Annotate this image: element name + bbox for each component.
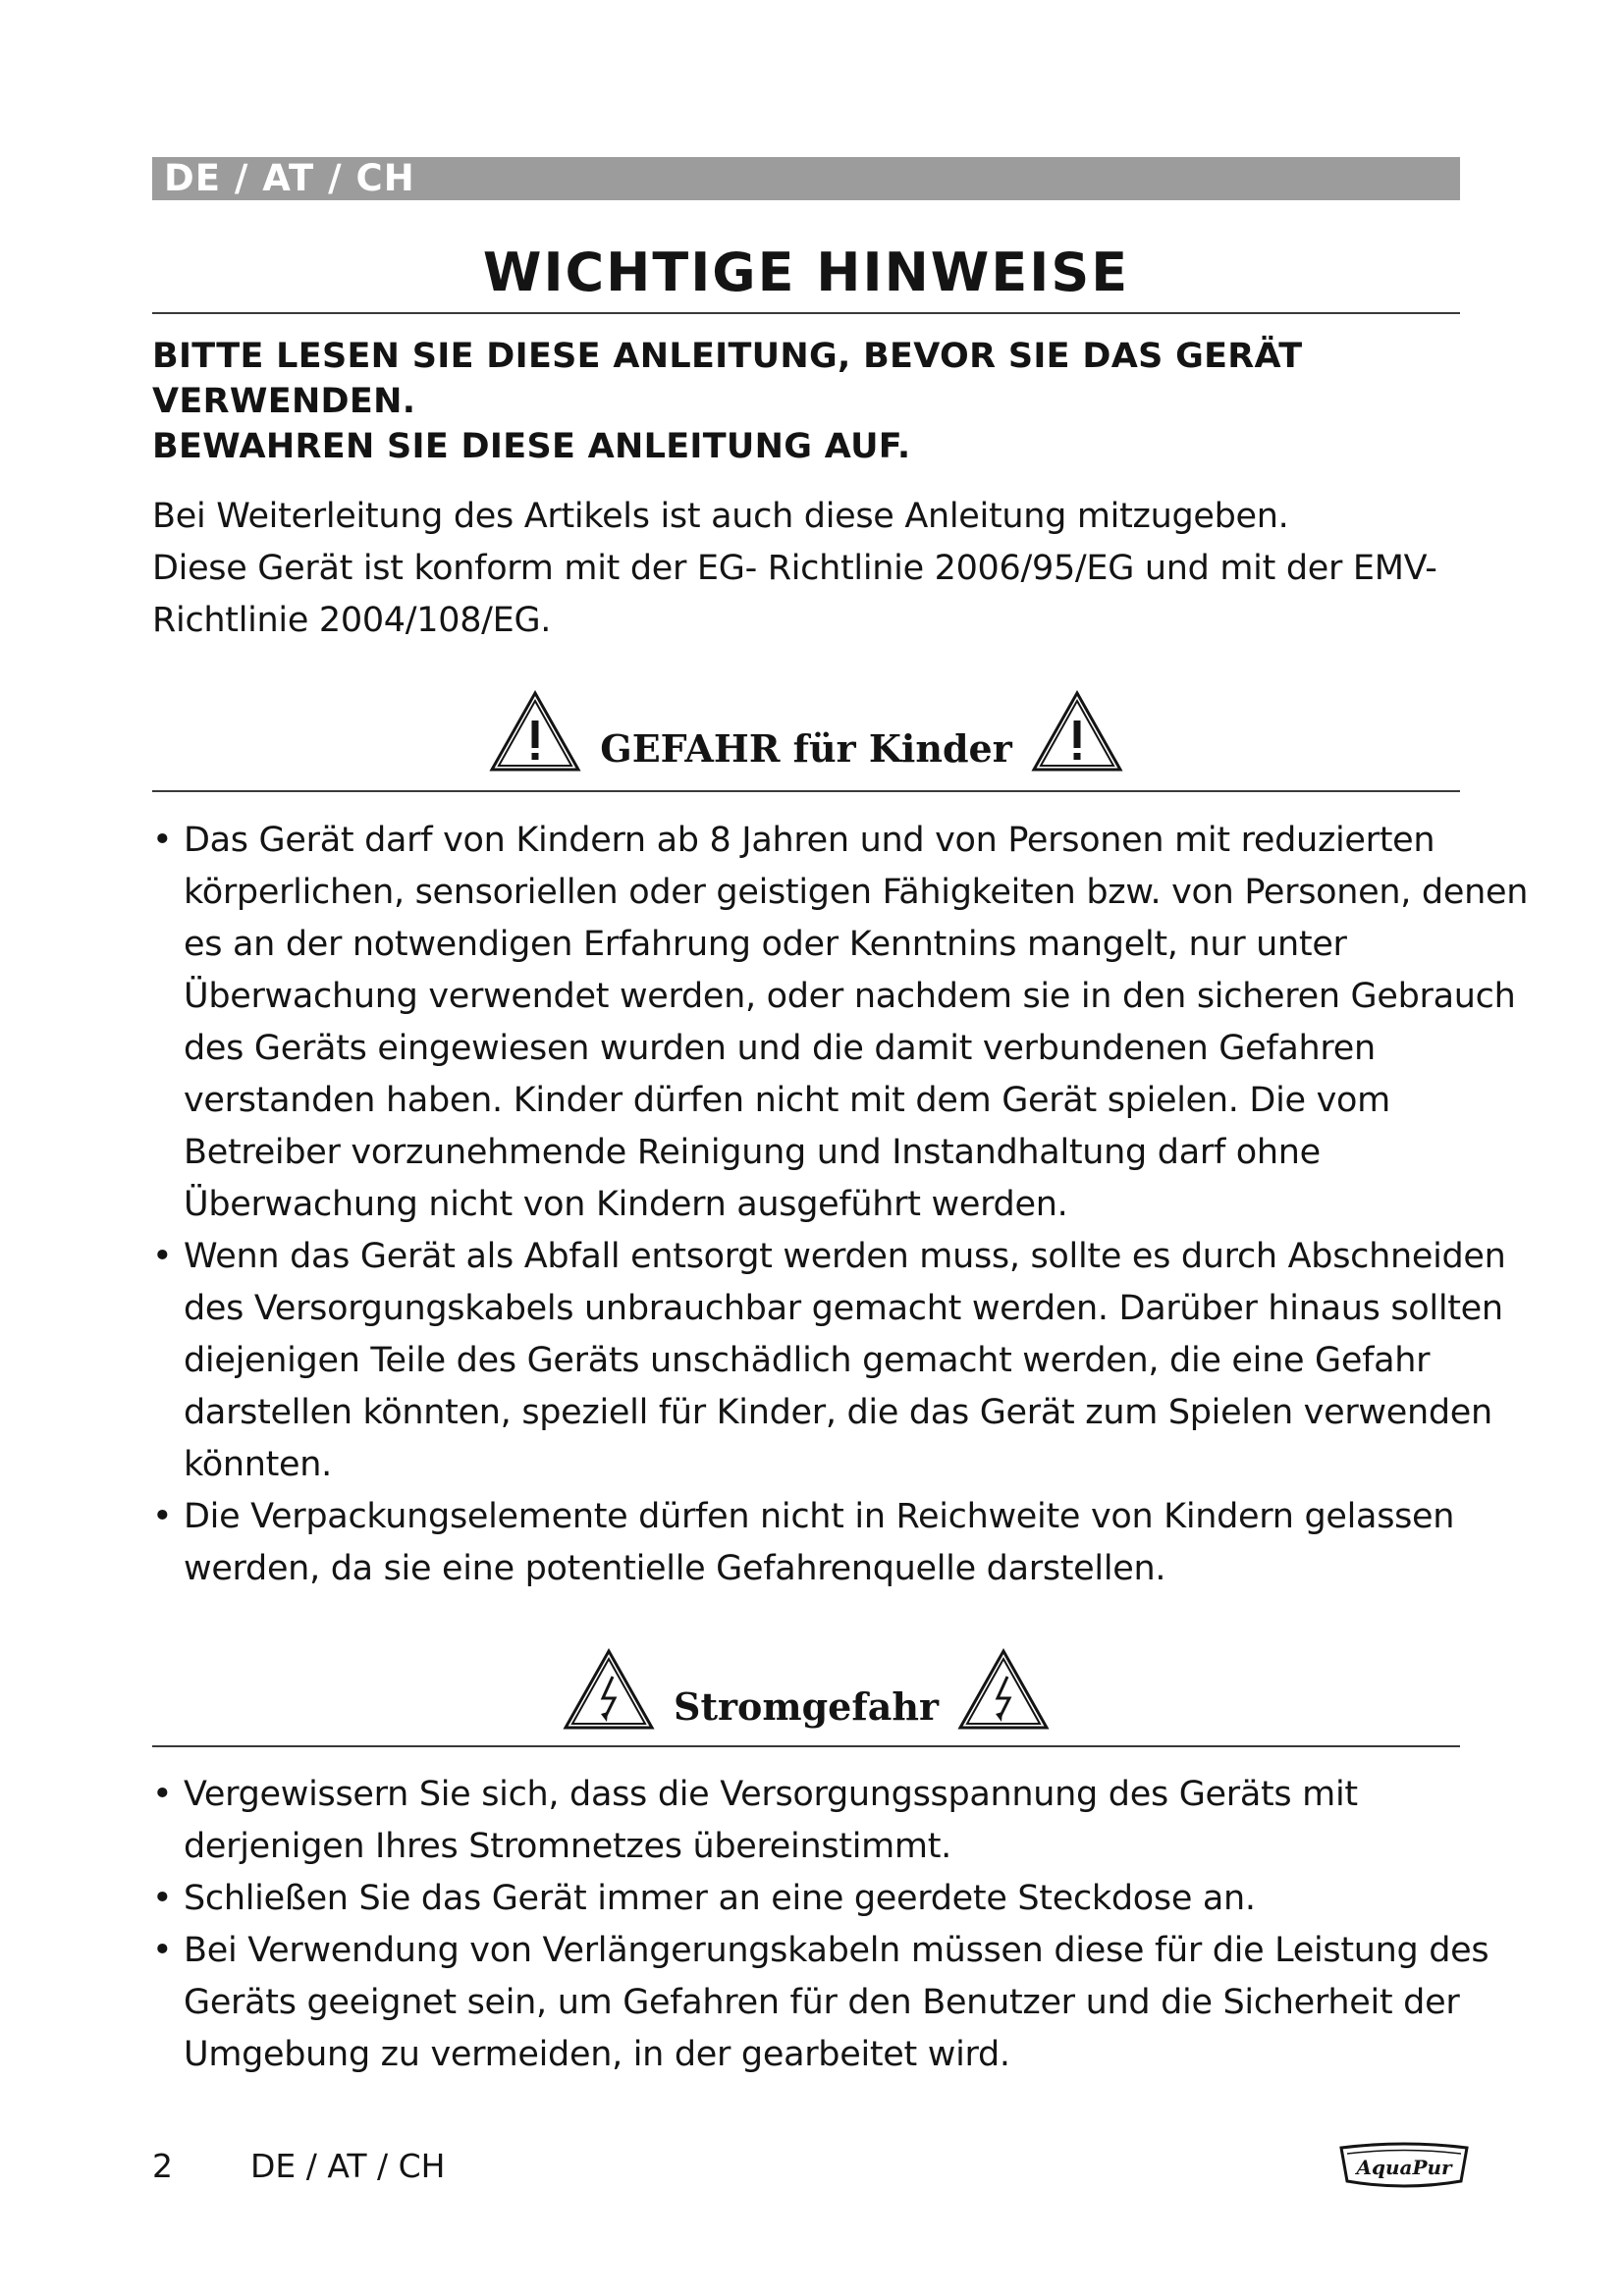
intro-text-line: Diese Gerät ist konform mit der EG- Richtlinie 2006/95/EG und mit der EMV-: [152, 549, 1437, 588]
list-item: • Vergewissern Sie sich, dass die Versorgungsspannung des Geräts mit derjenigen Ihres Stromnetzes übereinstimmt.: [152, 1769, 1546, 1873]
list-item: • Bei Verwendung von Verlängerungskabeln müssen diese für die Leistung des Geräts geeignet sein, um Gefahren für den Benutzer und die Sicherheit der Umgebung zu vermeiden, in der gearbeitet wird.: [152, 1925, 1546, 2081]
intro-bold-block: [152, 334, 1468, 469]
electric-hazard-icon: [562, 1645, 656, 1734]
section-heading-label: GEFAHR für Kinder: [600, 726, 1012, 771]
section-heading-electric: [152, 1651, 1460, 1739]
children-warning-list: [152, 815, 1546, 1595]
list-item: • Die Verpackungselemente dürfen nicht in Reichweite von Kindern gelassen werden, da sie eine potentielle Gefahrenquelle darstellen.: [152, 1491, 1546, 1595]
page-number: 2: [152, 2147, 173, 2185]
section-heading-label: Stromgefahr: [674, 1684, 939, 1729]
intro-bold-line: VERWENDEN.: [152, 382, 416, 421]
aquapur-logo: [1335, 2138, 1473, 2193]
warning-triangle-icon: [1030, 687, 1124, 775]
page-footer: [152, 2145, 445, 2188]
intro-bold-line: BEWAHREN SIE DIESE ANLEITUNG AUF.: [152, 427, 911, 466]
intro-text-line: Bei Weiterleitung des Artikels ist auch diese Anleitung mitzugeben.: [152, 497, 1289, 536]
section-rule: [152, 1745, 1460, 1747]
intro-text-line: Richtlinie 2004/108/EG.: [152, 601, 552, 640]
page-title: WICHTIGE HINWEISE: [482, 241, 1130, 303]
section-rule: [152, 790, 1460, 792]
logo-text: AquaPur: [1356, 2156, 1452, 2179]
list-item: • Schließen Sie das Gerät immer an eine geerdete Steckdose an.: [152, 1873, 1546, 1925]
section-heading-children: [152, 693, 1460, 781]
intro-bold-line: BITTE LESEN SIE DIESE ANLEITUNG, BEVOR SIE DAS GERÄT: [152, 337, 1303, 376]
list-item: • Das Gerät darf von Kindern ab 8 Jahren und von Personen mit reduzierten körperlichen, sensoriellen oder geistigen Fähigkeiten bzw. von Personen, denen es an der notwendigen Erfahrung oder Kenntnins mangelt, nur unter Überwachung verwendet werden, oder nachdem sie in den sicheren Gebrauch des Geräts eingewiesen wurden und die damit verbundenen Gefahren verstanden haben. Kinder dürfen nicht mit dem Gerät spielen. Die vom Betreiber vorzunehmende Reinigung und Instandhaltung darf ohne Überwachung nicht von Kindern ausgeführt werden.: [152, 815, 1546, 1231]
title-rule: [152, 312, 1460, 314]
intro-text-block: [152, 491, 1546, 647]
footer-language: DE / AT / CH: [250, 2147, 446, 2185]
electric-warning-list: [152, 1769, 1546, 2081]
electric-hazard-icon: [956, 1645, 1051, 1734]
list-item: • Wenn das Gerät als Abfall entsorgt werden muss, sollte es durch Abschneiden des Versorgungskabels unbrauchbar gemacht werden. Darüber hinaus sollten diejenigen Teile des Geräts unschädlich gemacht werden, die eine Gefahr darstellen könnten, speziell für Kinder, die das Gerät zum Spielen verwenden könnten.: [152, 1231, 1546, 1491]
language-bar: DE / AT / CH: [152, 157, 1460, 200]
warning-triangle-icon: [488, 687, 582, 775]
